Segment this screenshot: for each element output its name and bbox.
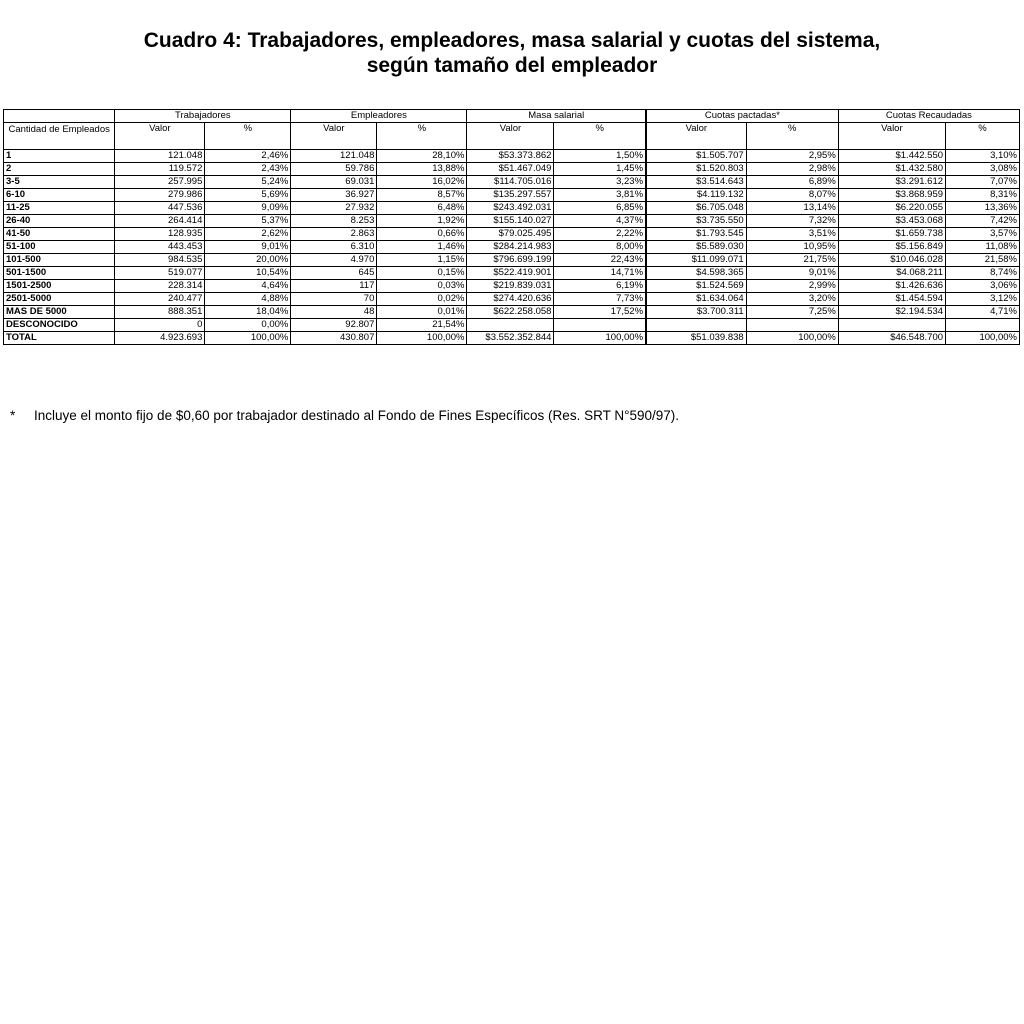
column-header: % xyxy=(946,123,1020,150)
table-row xyxy=(4,215,1020,228)
table-cell: $6.220.055 xyxy=(838,202,945,215)
table-cell: 1,46% xyxy=(377,241,467,254)
table-row xyxy=(4,306,1020,319)
footnote-mark: * xyxy=(10,408,16,423)
table-cell: 121.048 xyxy=(115,150,205,163)
table-cell: 3,06% xyxy=(946,280,1020,293)
page-title xyxy=(0,28,1024,78)
row-label: 101-500 xyxy=(4,254,115,267)
table-row xyxy=(4,319,1020,332)
table-cell: $1.520.803 xyxy=(646,163,746,176)
table-cell: $522.419.901 xyxy=(467,267,554,280)
table-cell: 48 xyxy=(291,306,377,319)
row-label: DESCONOCIDO xyxy=(4,319,115,332)
table-cell: $10.046.028 xyxy=(838,254,945,267)
table-cell: 984.535 xyxy=(115,254,205,267)
table-cell: 2.863 xyxy=(291,228,377,241)
table-cell: $79.025.495 xyxy=(467,228,554,241)
table-row xyxy=(4,163,1020,176)
table-cell: 14,71% xyxy=(554,267,646,280)
row-header: Cantidad de Empleados xyxy=(4,123,115,150)
row-label: MAS DE 5000 xyxy=(4,306,115,319)
table-cell: $622.258.058 xyxy=(467,306,554,319)
table-cell: 9,01% xyxy=(746,267,838,280)
table-cell: 6.310 xyxy=(291,241,377,254)
table-cell: 257.995 xyxy=(115,176,205,189)
table-cell: 430.807 xyxy=(291,332,377,345)
table-cell: 8.253 xyxy=(291,215,377,228)
table-cell: $3.552.352.844 xyxy=(467,332,554,345)
table-cell: $51.039.838 xyxy=(646,332,746,345)
row-label: 11-25 xyxy=(4,202,115,215)
table-cell: 1,45% xyxy=(554,163,646,176)
table-cell: $3.735.550 xyxy=(646,215,746,228)
table-cell: $1.505.707 xyxy=(646,150,746,163)
table-cell: $4.119.132 xyxy=(646,189,746,202)
table-cell: 7,07% xyxy=(946,176,1020,189)
table-cell: 7,25% xyxy=(746,306,838,319)
table-cell: 100,00% xyxy=(746,332,838,345)
table-cell: $5.589.030 xyxy=(646,241,746,254)
table-cell: 13,88% xyxy=(377,163,467,176)
row-label: 1501-2500 xyxy=(4,280,115,293)
table-cell: 6,48% xyxy=(377,202,467,215)
table-cell: 10,95% xyxy=(746,241,838,254)
column-header: % xyxy=(554,123,646,150)
table-cell: 70 xyxy=(291,293,377,306)
table-cell: 3,51% xyxy=(746,228,838,241)
table-cell: 2,46% xyxy=(205,150,291,163)
table-cell: 119.572 xyxy=(115,163,205,176)
table-cell: 21,58% xyxy=(946,254,1020,267)
table-cell: 92.807 xyxy=(291,319,377,332)
table-cell: 9,01% xyxy=(205,241,291,254)
group-header: Cuotas pactadas* xyxy=(646,110,838,123)
table-row xyxy=(4,254,1020,267)
table-cell: $1.659.738 xyxy=(838,228,945,241)
table-cell: $284.214.983 xyxy=(467,241,554,254)
table-cell: 6,85% xyxy=(554,202,646,215)
group-header: Trabajadores xyxy=(115,110,291,123)
table-cell: $796.699.199 xyxy=(467,254,554,267)
table-cell: 100,00% xyxy=(946,332,1020,345)
table-cell: 4,71% xyxy=(946,306,1020,319)
table-row xyxy=(4,176,1020,189)
table-cell: 0,03% xyxy=(377,280,467,293)
table-cell: 0,02% xyxy=(377,293,467,306)
table-cell: 10,54% xyxy=(205,267,291,280)
table-cell: $5.156.849 xyxy=(838,241,945,254)
table-cell: 28,10% xyxy=(377,150,467,163)
table-cell: 121.048 xyxy=(291,150,377,163)
table-cell: $114.705.016 xyxy=(467,176,554,189)
table-cell xyxy=(467,319,554,332)
table-cell: $3.514.643 xyxy=(646,176,746,189)
table-cell: 22,43% xyxy=(554,254,646,267)
table-cell: 8,74% xyxy=(946,267,1020,280)
table-cell: 5,24% xyxy=(205,176,291,189)
row-label: 3-5 xyxy=(4,176,115,189)
table-cell: 100,00% xyxy=(205,332,291,345)
table-cell xyxy=(946,319,1020,332)
table-cell: 519.077 xyxy=(115,267,205,280)
table-cell: $1.793.545 xyxy=(646,228,746,241)
table-cell: 100,00% xyxy=(377,332,467,345)
table-cell: 2,43% xyxy=(205,163,291,176)
row-label: 1 xyxy=(4,150,115,163)
table-cell: 2,62% xyxy=(205,228,291,241)
table-cell: 117 xyxy=(291,280,377,293)
group-header: Cuotas Recaudadas xyxy=(838,110,1019,123)
table-cell: $1.524.569 xyxy=(646,280,746,293)
row-label: 2501-5000 xyxy=(4,293,115,306)
row-label: 6-10 xyxy=(4,189,115,202)
row-label: TOTAL xyxy=(4,332,115,345)
table-cell: $1.442.550 xyxy=(838,150,945,163)
table-cell: 21,54% xyxy=(377,319,467,332)
table-cell: $2.194.534 xyxy=(838,306,945,319)
table-cell: $3.868.959 xyxy=(838,189,945,202)
table-cell: 4,88% xyxy=(205,293,291,306)
table-cell: 8,31% xyxy=(946,189,1020,202)
group-header: Masa salarial xyxy=(467,110,646,123)
table-cell: 279.986 xyxy=(115,189,205,202)
row-label: 501-1500 xyxy=(4,267,115,280)
table-cell: 16,02% xyxy=(377,176,467,189)
column-header: Valor xyxy=(115,123,205,150)
table-cell: 3,23% xyxy=(554,176,646,189)
table-cell: 4.923.693 xyxy=(115,332,205,345)
table-cell: 8,57% xyxy=(377,189,467,202)
table-cell: 3,20% xyxy=(746,293,838,306)
table-cell: 100,00% xyxy=(554,332,646,345)
table-cell: 8,07% xyxy=(746,189,838,202)
table-cell: $6.705.048 xyxy=(646,202,746,215)
table-cell: 5,69% xyxy=(205,189,291,202)
table-cell: 0,01% xyxy=(377,306,467,319)
table-cell: $11.099.071 xyxy=(646,254,746,267)
table-cell: 3,81% xyxy=(554,189,646,202)
table-cell: 3,10% xyxy=(946,150,1020,163)
table-cell: 5,37% xyxy=(205,215,291,228)
column-header: Valor xyxy=(467,123,554,150)
table-cell: 13,14% xyxy=(746,202,838,215)
table-cell: 8,00% xyxy=(554,241,646,254)
table-cell: 4.970 xyxy=(291,254,377,267)
table-cell: 1,15% xyxy=(377,254,467,267)
sub-header-row xyxy=(4,123,1020,150)
table-cell: $1.634.064 xyxy=(646,293,746,306)
table-row xyxy=(4,202,1020,215)
table-cell: 3,57% xyxy=(946,228,1020,241)
row-label: 41-50 xyxy=(4,228,115,241)
table-cell: 0,66% xyxy=(377,228,467,241)
table-cell: 21,75% xyxy=(746,254,838,267)
table-cell xyxy=(746,319,838,332)
table-cell: 7,32% xyxy=(746,215,838,228)
row-label: 51-100 xyxy=(4,241,115,254)
table-cell: $4.598.365 xyxy=(646,267,746,280)
table-cell: 13,36% xyxy=(946,202,1020,215)
table-cell: 240.477 xyxy=(115,293,205,306)
table-body xyxy=(4,150,1020,345)
column-header: Valor xyxy=(291,123,377,150)
table-cell: $1.454.594 xyxy=(838,293,945,306)
table-cell: 4,37% xyxy=(554,215,646,228)
title-line-2: según tamaño del empleador xyxy=(366,54,658,77)
table-cell: 18,04% xyxy=(205,306,291,319)
row-label: 2 xyxy=(4,163,115,176)
table-cell: 2,95% xyxy=(746,150,838,163)
corner-cell xyxy=(4,110,115,123)
table-cell: $155.140.027 xyxy=(467,215,554,228)
table-cell: 36.927 xyxy=(291,189,377,202)
table-cell xyxy=(554,319,646,332)
table-cell xyxy=(646,319,746,332)
data-table xyxy=(3,109,1020,345)
row-label: 26-40 xyxy=(4,215,115,228)
table-cell: 228.314 xyxy=(115,280,205,293)
table-cell: $51.467.049 xyxy=(467,163,554,176)
table-cell xyxy=(838,319,945,332)
table-cell: $135.297.557 xyxy=(467,189,554,202)
table-row xyxy=(4,280,1020,293)
table-cell: 4,64% xyxy=(205,280,291,293)
group-header-row xyxy=(4,110,1020,123)
table-cell: $46.548.700 xyxy=(838,332,945,345)
column-header: % xyxy=(377,123,467,150)
table-cell: 11,08% xyxy=(946,241,1020,254)
table-row xyxy=(4,332,1020,345)
table-cell: 7,42% xyxy=(946,215,1020,228)
table-cell: 0 xyxy=(115,319,205,332)
column-header: Valor xyxy=(838,123,945,150)
table-cell: 888.351 xyxy=(115,306,205,319)
table-cell: 9,09% xyxy=(205,202,291,215)
table-cell: $4.068.211 xyxy=(838,267,945,280)
table-row xyxy=(4,150,1020,163)
title-line-1: Cuadro 4: Trabajadores, empleadores, masa salarial y cuotas del sistema, xyxy=(143,29,881,52)
footnote-text: Incluye el monto fijo de $0,60 por trabajador destinado al Fondo de Fines Específicos (Res. SRT N°590/97). xyxy=(34,408,680,423)
table-row xyxy=(4,267,1020,280)
table-cell: 0,15% xyxy=(377,267,467,280)
table-cell: 645 xyxy=(291,267,377,280)
table-cell: $1.432.580 xyxy=(838,163,945,176)
table-cell: 69.031 xyxy=(291,176,377,189)
table-cell: 2,99% xyxy=(746,280,838,293)
table-cell: $3.291.612 xyxy=(838,176,945,189)
column-header: % xyxy=(746,123,838,150)
table-cell: 27.932 xyxy=(291,202,377,215)
table-cell: 3,08% xyxy=(946,163,1020,176)
table-cell: 6,19% xyxy=(554,280,646,293)
table-cell: $243.492.031 xyxy=(467,202,554,215)
table-row xyxy=(4,241,1020,254)
table-cell: 59.786 xyxy=(291,163,377,176)
group-header: Empleadores xyxy=(291,110,467,123)
table-cell: 3,12% xyxy=(946,293,1020,306)
table-cell: 1,50% xyxy=(554,150,646,163)
table-cell: $3.700.311 xyxy=(646,306,746,319)
column-header: Valor xyxy=(646,123,746,150)
table-cell: 7,73% xyxy=(554,293,646,306)
table-cell: 6,89% xyxy=(746,176,838,189)
table-cell: $274.420.636 xyxy=(467,293,554,306)
footnote xyxy=(10,408,679,423)
table-cell: 20,00% xyxy=(205,254,291,267)
table-cell: 0,00% xyxy=(205,319,291,332)
table-row xyxy=(4,189,1020,202)
table-cell: 2,98% xyxy=(746,163,838,176)
table-cell: $219.839.031 xyxy=(467,280,554,293)
table-cell: 2,22% xyxy=(554,228,646,241)
table-cell: 264.414 xyxy=(115,215,205,228)
table-cell: 1,92% xyxy=(377,215,467,228)
column-header: % xyxy=(205,123,291,150)
table-row xyxy=(4,228,1020,241)
table-cell: 443.453 xyxy=(115,241,205,254)
table-cell: $1.426.636 xyxy=(838,280,945,293)
table-cell: 17,52% xyxy=(554,306,646,319)
table-cell: $53.373.862 xyxy=(467,150,554,163)
table-cell: 447.536 xyxy=(115,202,205,215)
table-row xyxy=(4,293,1020,306)
table-cell: 128.935 xyxy=(115,228,205,241)
table-cell: $3.453.068 xyxy=(838,215,945,228)
